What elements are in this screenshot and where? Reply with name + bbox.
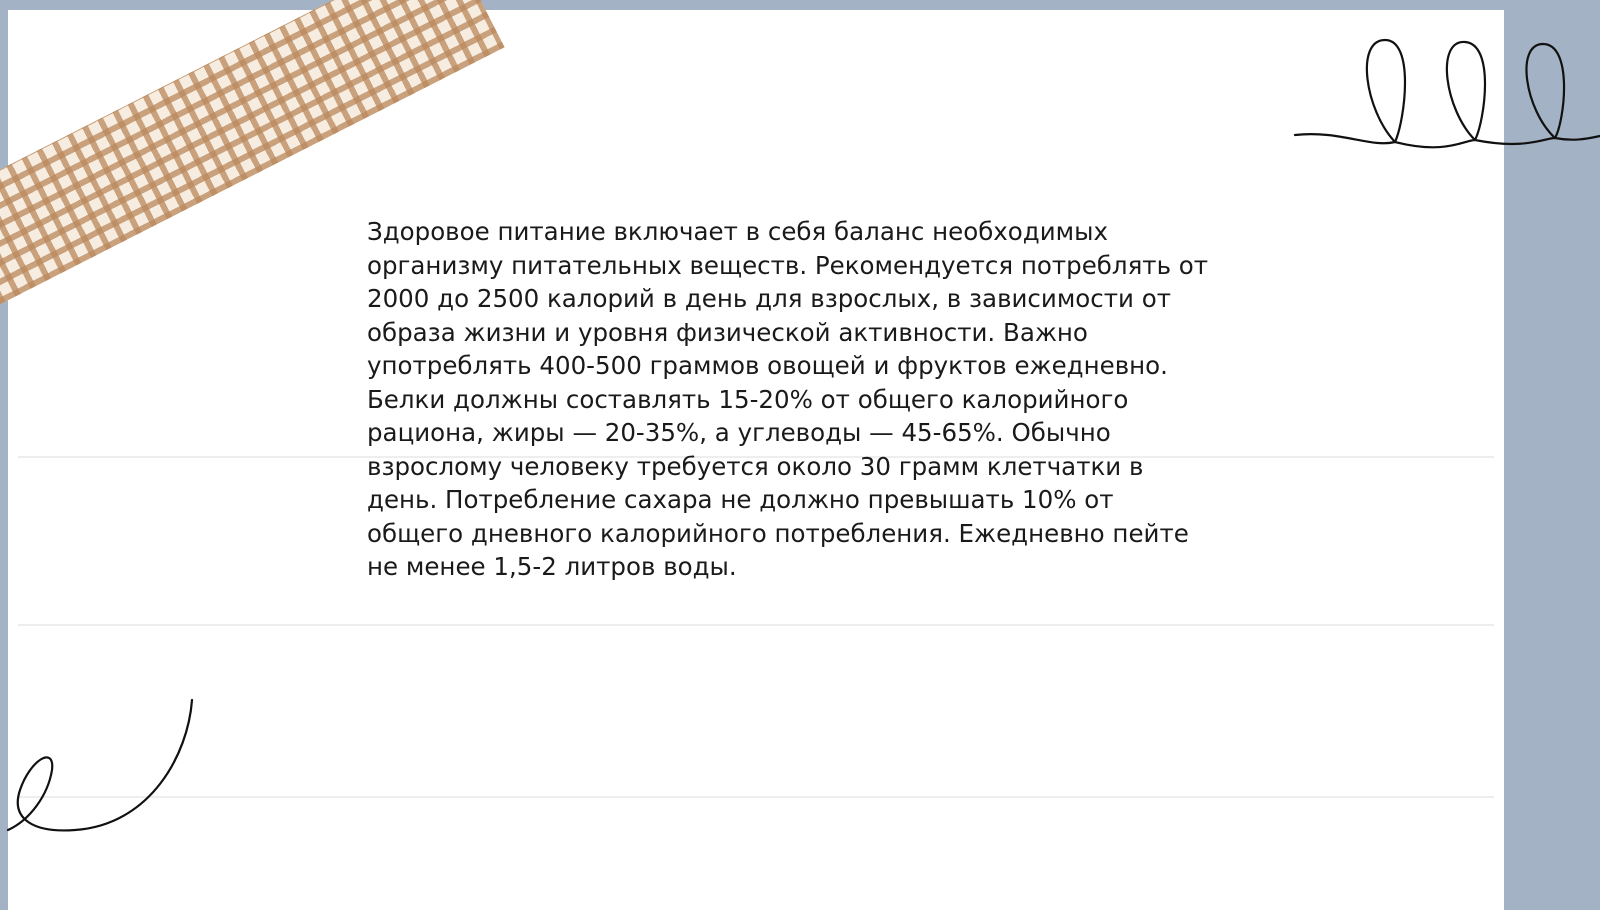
swirl-scribble-icon (0, 695, 200, 855)
ruled-line (18, 624, 1494, 626)
ruled-line (18, 796, 1494, 798)
body-paragraph: Здоровое питание включает в себя баланс необходимых организму питательных веществ. Рекомендуется потреблять от 2000 до 2500 калорий в день для взрослых, в зависимости от образа жизни и уровня физической активности. Важно употреблять 400-500 граммов овощей и фруктов ежедневно. Белки должны составлять 15-20% от общего калорийного рациона, жиры — 20-35%, а углеводы — 45-65%. Обычно взрослому человеку требуется около 30 грамм клетчатки в день. Потребление сахара не должно превышать 10% от общего дневного калорийного потребления. Ежедневно пейте не менее 1,5-2 литров воды. (367, 217, 1209, 581)
loop-scribble-icon (1285, 30, 1600, 170)
